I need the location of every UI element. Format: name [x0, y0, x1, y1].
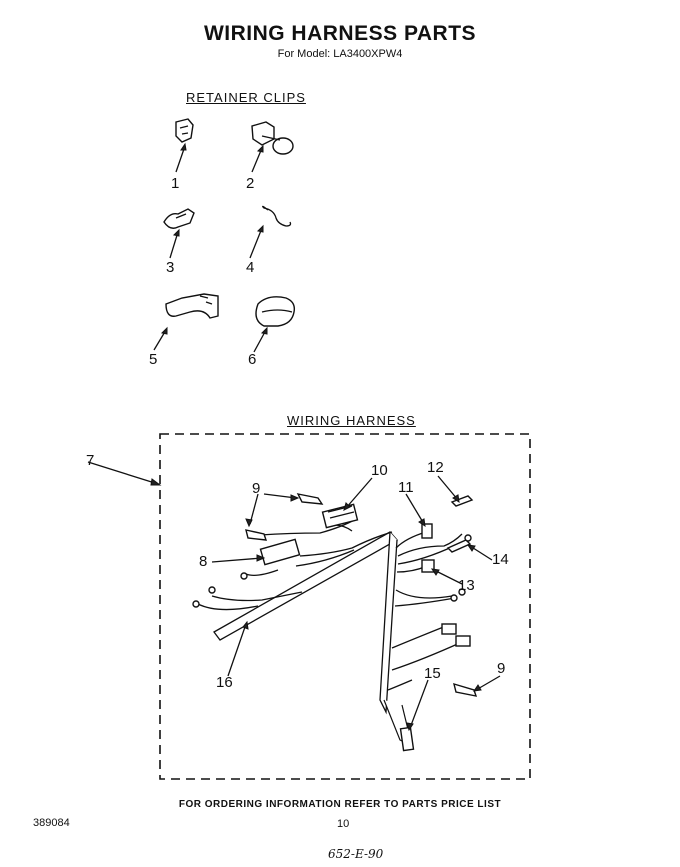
retainer-clip-3 — [164, 209, 194, 258]
leader-10 — [346, 478, 372, 508]
model-subtitle: For Model: LA3400XPW4 — [277, 48, 403, 60]
callout-5: 5 — [149, 351, 158, 368]
callout-6: 6 — [248, 351, 257, 368]
callout-9-bottom: 9 — [497, 660, 506, 677]
retainer-clip-4 — [250, 206, 291, 258]
callout-7: 7 — [86, 452, 95, 469]
terminal-9-top — [298, 494, 322, 504]
callout-4: 4 — [246, 259, 255, 276]
page-number: 10 — [337, 818, 350, 830]
callout-16: 16 — [216, 674, 233, 691]
leader-8 — [212, 558, 262, 562]
callout-3: 3 — [166, 259, 175, 276]
harness-frame — [160, 434, 530, 779]
callout-11: 11 — [398, 479, 414, 496]
wiring-harness-assembly — [193, 494, 476, 751]
retainer-clip-2 — [252, 122, 293, 172]
callout-14: 14 — [492, 551, 509, 568]
callout-8: 8 — [199, 553, 208, 570]
leader-7 — [88, 462, 158, 484]
page-title: WIRING HARNESS PARTS — [203, 22, 477, 45]
handwritten-note: 652-E-90 — [328, 847, 384, 861]
leader-11 — [406, 494, 424, 524]
retainer-clip-1 — [176, 119, 193, 172]
callout-1: 1 — [171, 175, 180, 192]
document-number: 389084 — [33, 817, 70, 829]
callout-13: 13 — [458, 577, 475, 594]
retainer-clip-6 — [254, 297, 294, 352]
callout-2: 2 — [246, 175, 255, 192]
retainer-clips-heading: RETAINER CLIPS — [186, 90, 306, 105]
leader-15 — [410, 680, 428, 728]
callout-9-top: 9 — [252, 480, 261, 497]
wiring-harness-heading: WIRING HARNESS — [287, 413, 416, 428]
terminal-9-bottom — [454, 684, 476, 696]
retainer-clip-5 — [154, 294, 218, 350]
ordering-info-note: FOR ORDERING INFORMATION REFER TO PARTS PRICE LIST — [178, 799, 502, 810]
callout-15: 15 — [424, 665, 441, 682]
callout-10: 10 — [371, 462, 388, 479]
callout-12: 12 — [427, 459, 444, 476]
connector-11 — [422, 524, 432, 538]
connector-8 — [260, 539, 299, 564]
